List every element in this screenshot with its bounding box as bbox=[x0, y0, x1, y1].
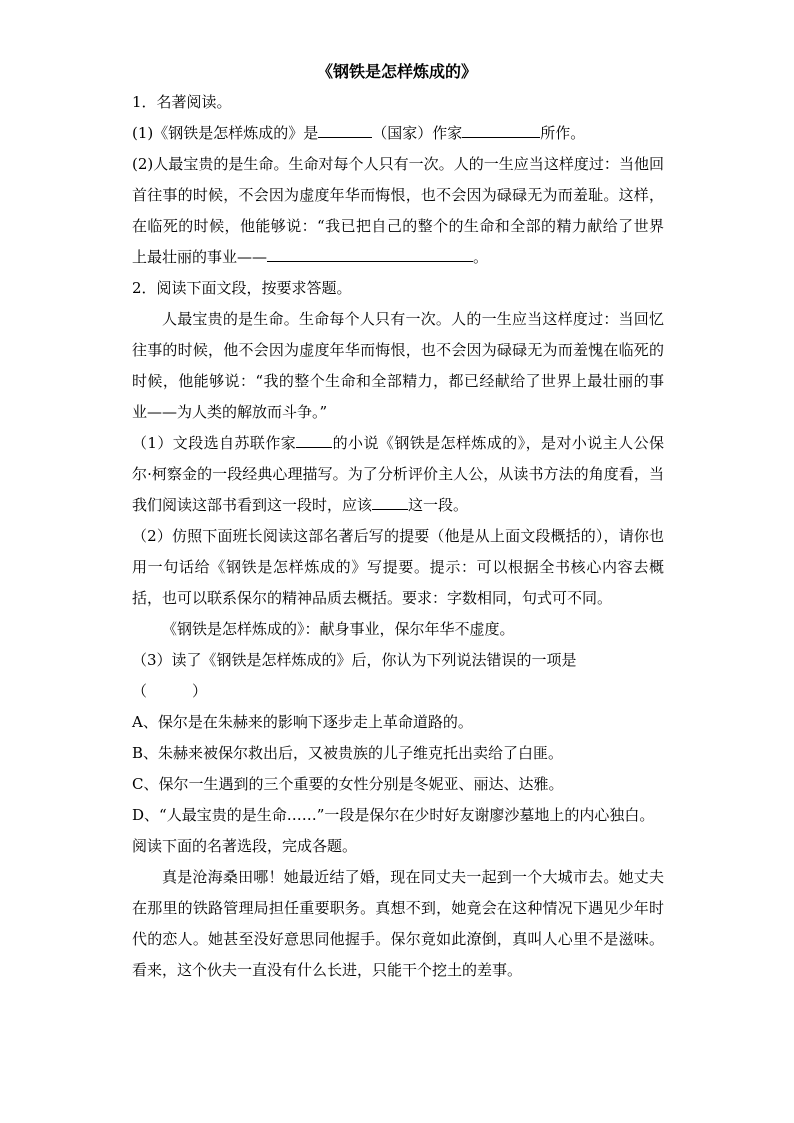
document-body bbox=[132, 87, 664, 986]
q2-sub-3: （3）读了《钢铁是怎样炼成的》后，你认为下列说法错误的一项是 bbox=[132, 651, 577, 669]
q3-passage: 真是沧海桑田哪！她最近结了婚，现在同丈夫一起到一个大城市去。她丈夫在那里的铁路管理局担任重要职务。真想不到，她竟会在这种情况下遇见少年时代的恋人。她甚至没好意思同他握手。保尔竟如此潦倒，真叫人心里不是滋味。看来，这个伙夫一直没有什么长进，只能干个挖土的差事。 bbox=[132, 868, 664, 979]
blank-author-name[interactable] bbox=[296, 432, 332, 448]
q1-item-1: (1)《钢铁是怎样炼成的》是 （国家）作家 所作。 bbox=[132, 124, 586, 142]
q2-sub-2: （2）仿照下面班长阅读这部名著后写的提要（他是从上面文段概括的），请你也用一句话给《钢铁是怎样炼成的》写提要。提示：可以根据全书核心内容去概括，也可以联系保尔的精神品质去概括。要求：字数相同，句式可不同。 bbox=[132, 527, 664, 607]
blank-quote-end[interactable] bbox=[267, 246, 473, 262]
q2-sub-1: （1）文段选自苏联作家 的小说《钢铁是怎样炼成的》，是对小说主人公保尔·柯察金的一段经典心理描写。为了分析评价主人公，从读书方法的角度看，当我们阅读这部书看到这一段时，应该 这一段。 bbox=[132, 434, 664, 514]
document-title: 《钢铁是怎样炼成的》 bbox=[316, 62, 477, 81]
q2-heading: 2．阅读下面文段，按要求答题。 bbox=[132, 279, 352, 297]
q1-item-2: (2)人最宝贵的是生命。生命对每个人只有一次。人的一生应当这样度过：当他回首往事的时候，不会因为虚度年华而悔恨，也不会因为碌碌无为而羞耻。这样，在临死的时候，他能够说：“我已把自己的整个的生命和全部的精力献给了世界上最壮丽的事业—— 。 bbox=[132, 155, 664, 266]
option-d: D、“人最宝贵的是生命……”一段是保尔在少时好友谢廖沙墓地上的内心独白。 bbox=[132, 806, 655, 824]
blank-country[interactable] bbox=[318, 122, 372, 138]
q2-passage: 人最宝贵的是生命。生命每个人只有一次。人的一生应当这样度过：当回忆往事的时候，他不会因为虚度年华而悔恨，也不会因为碌碌无为而羞愧在临死的时候，他能够说：“我的整个生命和全部精力，都已经献给了世界上最壮丽的事业——为人类的解放而斗争。” bbox=[132, 310, 664, 421]
q2-answer-paren[interactable]: （ ） bbox=[132, 682, 208, 700]
option-a: A、保尔是在朱赫来的影响下逐步走上革命道路的。 bbox=[132, 713, 473, 731]
q1-heading: 1．名著阅读。 bbox=[132, 93, 232, 111]
option-c: C、保尔一生遇到的三个重要的女性分别是冬妮亚、丽达、达雅。 bbox=[132, 775, 564, 793]
blank-author[interactable] bbox=[462, 122, 540, 138]
option-b: B、朱赫来被保尔救出后，又被贵族的儿子维克托出卖给了白匪。 bbox=[132, 744, 564, 762]
q2-example: 《钢铁是怎样炼成的》：献身事业，保尔年华不虚度。 bbox=[162, 620, 515, 638]
blank-reading-method[interactable] bbox=[372, 494, 408, 510]
q3-heading: 阅读下面的名著选段，完成各题。 bbox=[132, 837, 358, 855]
